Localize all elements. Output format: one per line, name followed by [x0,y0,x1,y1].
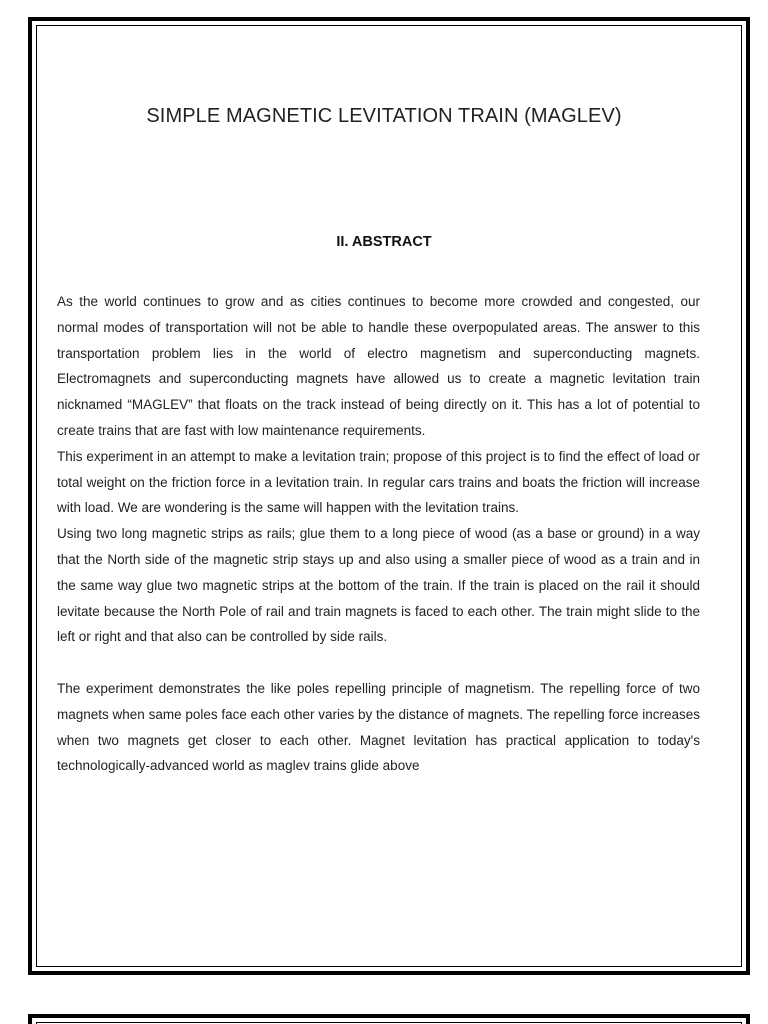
paragraph: Using two long magnetic strips as rails; glue them to a long piece of wood (as a base or ground) in a way that the North side of the magnetic strip stays up and also using a smaller piece of wood as a train and in the same way glue two magnetic strips at the bottom of the train. If the train is placed on the rail it should levitate because the North Pole of rail and train magnets is faced to each other. The train might slide to the left or right and that also can be controlled by side rails. [57,526,700,645]
section-heading: II. ABSTRACT [336,234,432,250]
next-page-border [28,1014,750,1024]
paragraph: This experiment in an attempt to make a levitation train; propose of this project is to find the effect of load or total weight on the friction force in a levitation train. In regular cars trains and boats the friction will increase with load. We are wondering is the same will happen with the levitation trains. [57,448,700,516]
document-title: SIMPLE MAGNETIC LEVITATION TRAIN (MAGLEV) [146,105,622,127]
paragraph: As the world continues to grow and as cities continues to become more crowded and congested, our normal modes of transportation will not be able to handle these overpopulated areas. The answer to this transportation problem lies in the world of electro magnetism and superconducting magnets. Electromagnets and superconducting magnets have allowed us to create a magnetic levitation train nicknamed “MAGLEV” that floats on the track instead of being directly on it. This has a lot of potential to create trains that are fast with low maintenance requirements. [57,294,700,438]
paragraph: The experiment demonstrates the like poles repelling principle of magnetism. The repelling force of two magnets when same poles face each other varies by the distance of magnets. The repelling force increases when two magnets get closer to each other. Magnet levitation has practical application to today's technologically-advanced world as maglev trains glide above [57,680,700,774]
abstract-body [57,289,700,779]
